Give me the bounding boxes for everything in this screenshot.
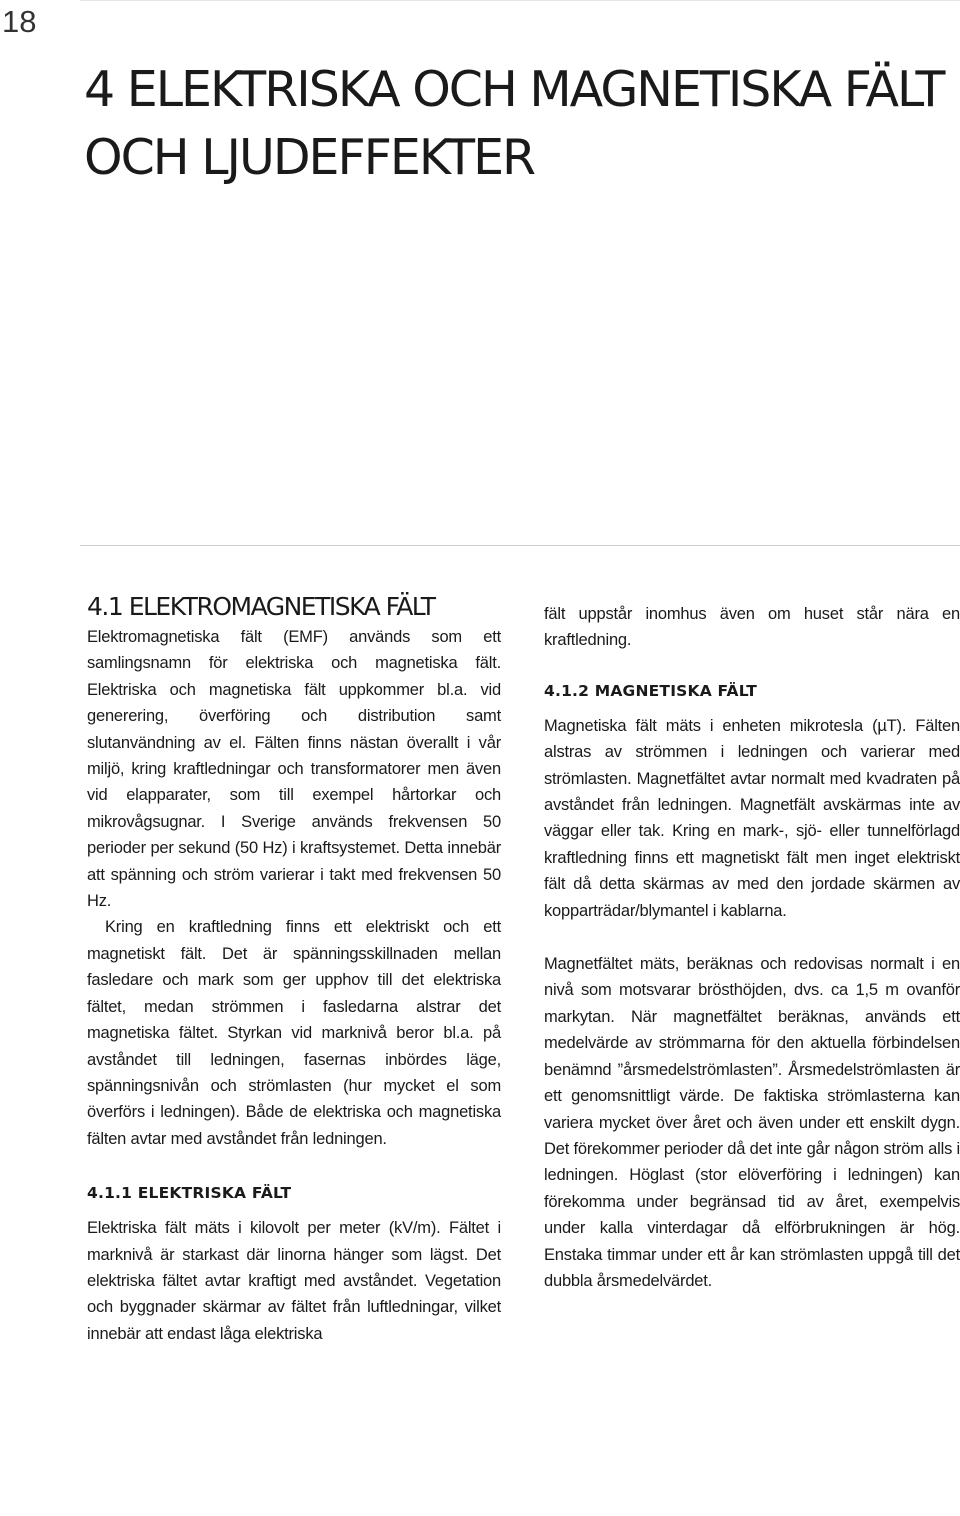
right-column bbox=[544, 592, 960, 1294]
subsection-heading: 4.1.1 ELEKTRISKA FÄLT bbox=[87, 1184, 292, 1203]
top-divider bbox=[80, 0, 960, 1]
page-number: 18 bbox=[2, 4, 37, 39]
paragraph: Magnetiska fält mäts i enheten mikrotesla (µT). Fälten alstras av strömmen i ledningen och varierar med strömlasten. Magnetfältet avtar normalt med kvadraten på avståndet från ledningen. Magnetfält avskärmas inte av väggar eller tak. Kring en mark-, sjö- eller tunnelförlagd kraftledning finns ett magnetiskt fält men inget elektriskt fält då detta skärmas av med den jordade skärmen av kopparträdar/blymantel i kablarna. bbox=[544, 716, 960, 920]
chapter-title bbox=[84, 56, 944, 192]
section-divider bbox=[80, 545, 960, 546]
paragraph: fält uppstår inomhus även om huset står nära en kraftledning. bbox=[544, 605, 960, 650]
paragraph: Elektriska fält mäts i kilovolt per meter (kV/m). Fältet i marknivå är starkast där linorna hänger som lägst. Det elektriska fältet avtar kraftigt med avståndet. Vegetation och byggnader skärmar av fältet från luftledningar, vilket innebär att endast låga elektriska bbox=[87, 1219, 501, 1343]
chapter-title-line-2: OCH LJUDEFFEKTER bbox=[84, 129, 535, 186]
paragraph: Kring en kraftledning finns ett elektriskt och ett magnetiskt fält. Det är spänningsskillnaden mellan fasledare och mark som ger upphov till det elektriska fältet, medan strömmen i fasledarna alstrar det magnetiska fältet. Styrkan vid marknivå beror bl.a. på avståndet till ledningen, fasernas inbördes läge, spänningsnivån och strömlasten (hur mycket el som överförs i ledningen). Både de elektriska och magnetiska fälten avtar med avståndet från ledningen. bbox=[87, 918, 501, 1148]
chapter-title-line-1: 4 ELEKTRISKA OCH MAGNETISKA FÄLT bbox=[84, 61, 944, 118]
paragraph: Magnetfältet mäts, beräknas och redovisas normalt i en nivå som motsvarar brösthöjden, dvs. ca 1,5 m ovanför markytan. När magnetfältet beräknas, används ett medelvärde av strömmarna för den aktuella förbindelsen benämnd ”årsmedelströmlasten”. Årsmedelströmlasten är ett genomsnittligt värde. De faktiska strömlasterna kan variera mycket över året och även under ett enskilt dygn. Det förekommer perioder då det inte går någon ström alls i ledningen. Höglast (stor elöverföring i ledningen) kan förekomma under begränsad tid av året, exempelvis under kalla vinterdagar då elförbrukningen är hög. Enstaka timmar under ett år kan strömlasten uppgå till det dubbla årsmedelvärdet. bbox=[544, 955, 960, 1290]
left-column bbox=[87, 592, 501, 1347]
subsection-heading: 4.1.2 MAGNETISKA FÄLT bbox=[544, 681, 758, 700]
paragraph: Elektromagnetiska fält (EMF) används som ett samlingsnamn för elektriska och magnetiska fält. Elektriska och magnetiska fält uppkommer bl.a. vid generering, överföring och distribution samt slutanvändning av el. Fälten finns nästan överallt i vår miljö, kring kraftledningar och transformatorer men även vid elapparater, som till exempel hårtorkar och mikrovågsugnar. I Sverige används frekvensen 50 perioder per sekund (50 Hz) i kraftsystemet. Detta innebär att spänning och ström varierar i takt med frekvensen 50 Hz. bbox=[87, 628, 501, 911]
section-heading: 4.1 ELEKTROMAGNETISKA FÄLT bbox=[87, 592, 435, 621]
